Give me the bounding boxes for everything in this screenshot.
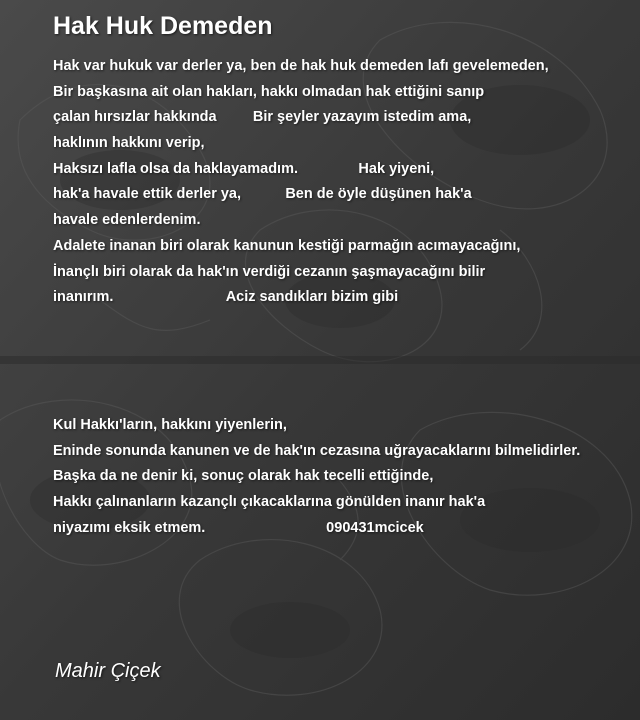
stanza-1: [53, 54, 549, 311]
poem-line: Adalete inanan biri olarak kanunun kestiği parmağın acımayacağını,: [53, 237, 521, 254]
poem-line: Eninde sonunda kanunen ve de hak'ın cezasına uğrayacaklarını bilmelidirler.: [53, 442, 581, 459]
poem-title: Hak Huk Demeden: [53, 12, 273, 40]
poem-line: Başka da ne denir ki, sonuç olarak hak tecelli ettiğinde,: [53, 468, 434, 485]
poem-line: Kul Hakkı'ların, hakkını yiyenlerin,: [53, 417, 287, 433]
poem-line: İnançlı biri olarak da hak'ın verdiği cezanın şaşmayacağını bilir: [53, 263, 486, 280]
poem-line: Hak var hukuk var derler ya, ben de hak huk demeden lafı gevelemeden,: [53, 58, 549, 74]
poem-line: çalan hırsızlar hakkında Bir şeyler yazayım istedim ama,: [53, 109, 472, 126]
poem-line: Hakkı çalınanların kazançlı çıkacaklarına gönülden inanır hak'a: [53, 494, 486, 511]
poem-line: hak'a havale ettik derler ya, Ben de öyle düşünen hak'a: [53, 186, 472, 203]
poem-line: haklının hakkını verip,: [53, 135, 205, 152]
stanza-2: [53, 413, 580, 541]
poem-line: inanırım. Aciz sandıkları bizim gibi: [53, 289, 399, 306]
poem-line: Haksızı lafla olsa da haklayamadım. Hak yiyeni,: [53, 160, 435, 177]
poem-line: niyazımı eksik etmem. 090431mcicek: [53, 519, 424, 536]
poem-line: havale edenlerdenim.: [53, 212, 201, 229]
poem-author: Mahir Çiçek: [55, 660, 161, 682]
poem-line: Bir başkasına ait olan hakları, hakkı olmadan hak ettiğini sanıp: [53, 83, 485, 100]
